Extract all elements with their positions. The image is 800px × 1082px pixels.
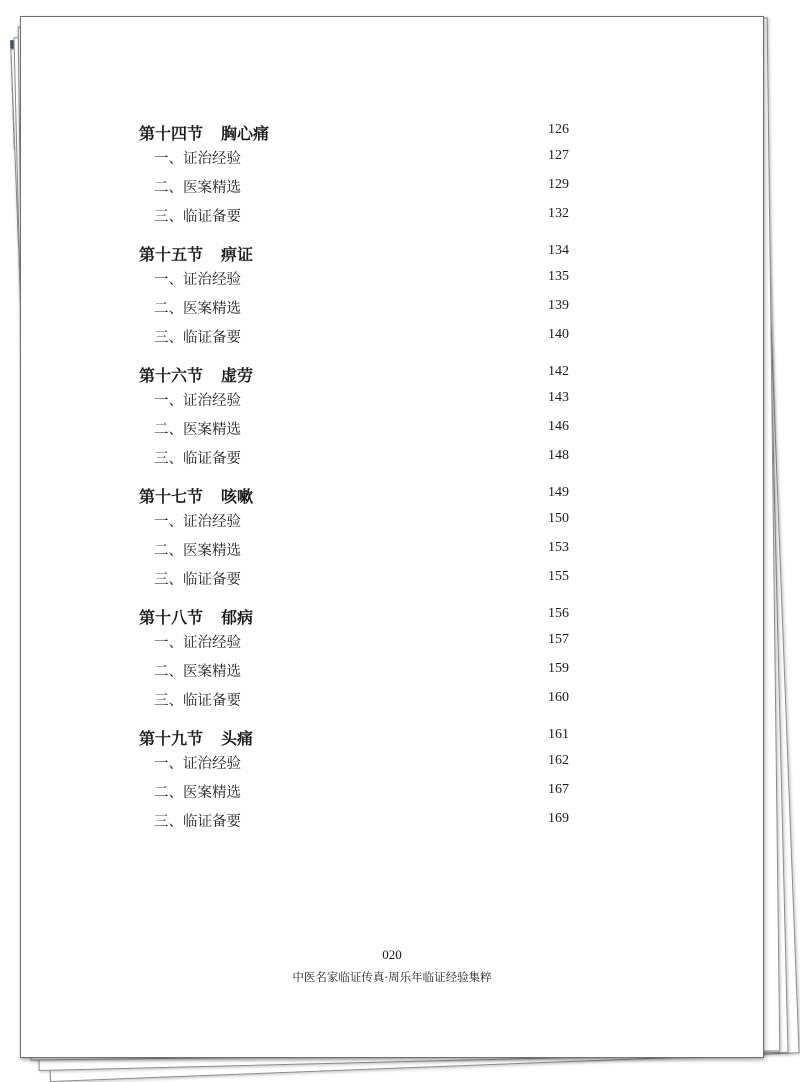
section-number: 第十九节: [139, 729, 204, 748]
entry-label: 一、证治经验: [154, 635, 241, 651]
section-heading[interactable]: [139, 240, 569, 266]
page-ref: 143: [548, 390, 569, 405]
entry-label: 二、医案精选: [154, 422, 241, 438]
toc-entry[interactable]: [139, 750, 569, 779]
page-ref: 155: [548, 569, 569, 584]
entry-label: 三、临证备要: [154, 572, 241, 588]
section-heading[interactable]: [139, 119, 569, 145]
page-ref: 132: [548, 206, 569, 221]
toc-entry[interactable]: [139, 687, 569, 716]
section-title: 郁病: [221, 608, 254, 627]
entry-label: 一、证治经验: [154, 756, 241, 772]
page-ref: 153: [548, 540, 569, 555]
section-number: 第十七节: [139, 487, 204, 506]
section-title: 咳嗽: [221, 487, 254, 506]
page-ref: 135: [548, 269, 569, 284]
toc-section: [139, 724, 569, 837]
section-title: 头痛: [221, 729, 254, 748]
entry-label: 三、临证备要: [154, 209, 241, 225]
section-number: 第十五节: [139, 245, 204, 264]
section-title: 虚劳: [221, 366, 254, 385]
toc-entry[interactable]: [139, 174, 569, 203]
toc-entry[interactable]: [139, 145, 569, 174]
section-heading[interactable]: [139, 361, 569, 387]
page-ref: 134: [548, 243, 569, 258]
section-title: 痹证: [221, 245, 254, 264]
section-number: 第十六节: [139, 366, 204, 385]
toc-entry[interactable]: [139, 537, 569, 566]
page-number: 020: [382, 947, 402, 962]
entry-label: 一、证治经验: [154, 272, 241, 288]
page-ref: 156: [548, 606, 569, 621]
page-ref: 157: [548, 632, 569, 647]
entry-label: 一、证治经验: [154, 393, 241, 409]
entry-label: 二、医案精选: [154, 543, 241, 559]
page-ref: 150: [548, 511, 569, 526]
page-ref: 140: [548, 327, 569, 342]
toc-entry[interactable]: [139, 629, 569, 658]
toc-entry[interactable]: [139, 779, 569, 808]
page-ref: 161: [548, 727, 569, 742]
toc-section: [139, 119, 569, 232]
page-ref: 127: [548, 148, 569, 163]
page-ref: 162: [548, 753, 569, 768]
section-number: 第十四节: [139, 124, 204, 143]
toc-section: [139, 240, 569, 353]
page-ref: 149: [548, 485, 569, 500]
page-ref: 169: [548, 811, 569, 826]
entry-label: 二、医案精选: [154, 301, 241, 317]
section-heading[interactable]: [139, 482, 569, 508]
section-title: 胸心痛: [221, 124, 270, 143]
toc-entry[interactable]: [139, 266, 569, 295]
page-ref: 139: [548, 298, 569, 313]
toc-section: [139, 361, 569, 474]
toc-entry[interactable]: [139, 387, 569, 416]
page-ref: 142: [548, 364, 569, 379]
toc-section: [139, 603, 569, 716]
book-title: 中医名家临证传真·周乐年临证经验集粹: [292, 970, 492, 984]
section-heading[interactable]: [139, 724, 569, 750]
entry-label: 二、医案精选: [154, 664, 241, 680]
page-ref: 126: [548, 122, 569, 137]
document-page: [20, 16, 764, 1058]
entry-label: 一、证治经验: [154, 514, 241, 530]
toc-entry[interactable]: [139, 324, 569, 353]
entry-label: 三、临证备要: [154, 693, 241, 709]
page-ref: 148: [548, 448, 569, 463]
toc-section: [139, 482, 569, 595]
page-ref: 160: [548, 690, 569, 705]
toc-entry[interactable]: [139, 203, 569, 232]
toc-entry[interactable]: [139, 508, 569, 537]
page-ref: 159: [548, 661, 569, 676]
entry-label: 三、临证备要: [154, 814, 241, 830]
section-number: 第十八节: [139, 608, 204, 627]
entry-label: 一、证治经验: [154, 151, 241, 167]
toc-entry[interactable]: [139, 295, 569, 324]
toc-entry[interactable]: [139, 566, 569, 595]
toc-entry[interactable]: [139, 416, 569, 445]
entry-label: 三、临证备要: [154, 330, 241, 346]
entry-label: 三、临证备要: [154, 451, 241, 467]
entry-label: 二、医案精选: [154, 785, 241, 801]
toc-entry[interactable]: [139, 445, 569, 474]
toc-entry[interactable]: [139, 808, 569, 837]
page-ref: 167: [548, 782, 569, 797]
page-ref: 129: [548, 177, 569, 192]
page-ref: 146: [548, 419, 569, 434]
section-heading[interactable]: [139, 603, 569, 629]
table-of-contents: [139, 119, 569, 845]
toc-entry[interactable]: [139, 658, 569, 687]
entry-label: 二、医案精选: [154, 180, 241, 196]
